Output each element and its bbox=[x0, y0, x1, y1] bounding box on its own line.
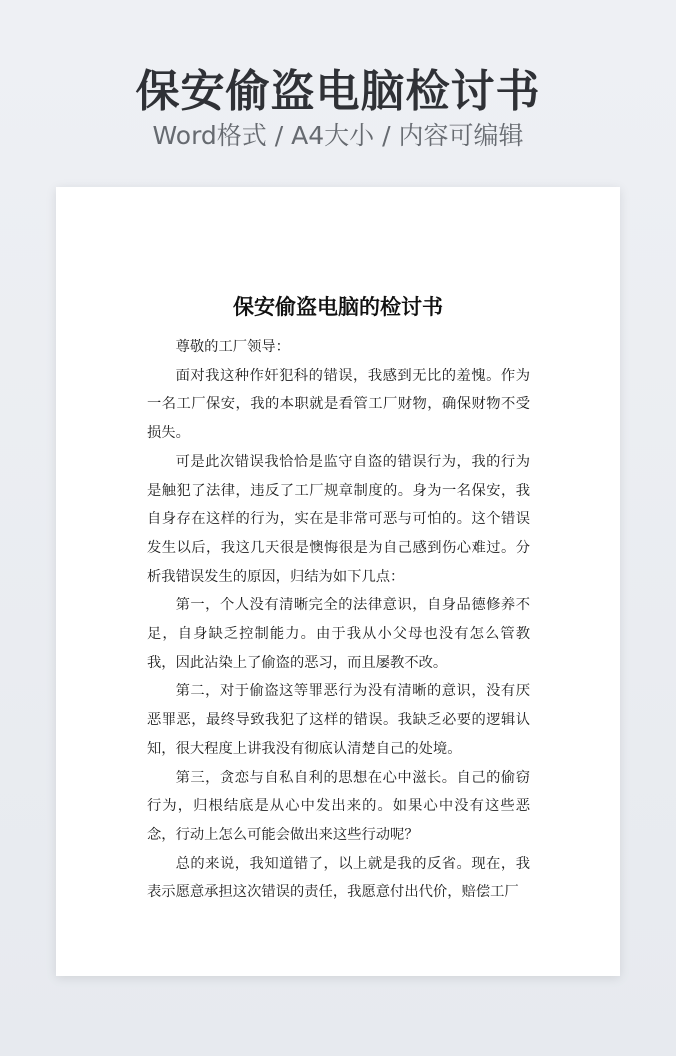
paragraph: 面对我这种作奸犯科的错误，我感到无比的羞愧。作为一名工厂保安，我的本职就是看管工厂财物，确保财物不受损失。 bbox=[147, 367, 530, 442]
document-body bbox=[147, 333, 530, 907]
paragraph: 第一，个人没有清晰完全的法律意识，自身品德修养不足，自身缺乏控制能力。由于我从小父母也没有怎么管教我，因此沾染上了偷盗的恶习，而且屡教不改。 bbox=[147, 597, 530, 671]
paragraph: 可是此次错误我恰恰是监守自盗的错误行为，我的行为是触犯了法律，违反了工厂规章制度的。身为一名保安，我自身存在这样的行为，实在是非常可恶与可怕的。这个错误发生以后，我这几天很是懊悔很是为自己感到伤心难过。分析我错误发生的原因，归结为如下几点： bbox=[147, 453, 530, 585]
paragraph: 第二，对于偷盗这等罪恶行为没有清晰的意识，没有厌恶罪恶，最终导致我犯了这样的错误。我缺乏必要的逻辑认知，很大程度上讲我没有彻底认清楚自己的处境。 bbox=[147, 683, 530, 757]
banner-subtitle: Word格式 / A4大小 / 内容可编辑 bbox=[152, 121, 524, 150]
paragraph: 第三，贪恋与自私自利的思想在心中滋长。自己的偷窃行为，归根结底是从心中发出来的。如果心中没有这些恶念，行动上怎么可能会做出来这些行动呢？ bbox=[147, 769, 530, 843]
document-title: 保安偷盗电脑的检讨书 bbox=[233, 294, 443, 319]
document-page bbox=[56, 187, 620, 976]
paragraph: 总的来说，我知道错了，以上就是我的反省。现在，我表示愿意承担这次错误的责任，我愿意付出代价，赔偿工厂 bbox=[147, 855, 530, 901]
salutation: 尊敬的工厂领导： bbox=[175, 339, 290, 355]
banner-title: 保安偷盗电脑检讨书 bbox=[135, 66, 541, 117]
